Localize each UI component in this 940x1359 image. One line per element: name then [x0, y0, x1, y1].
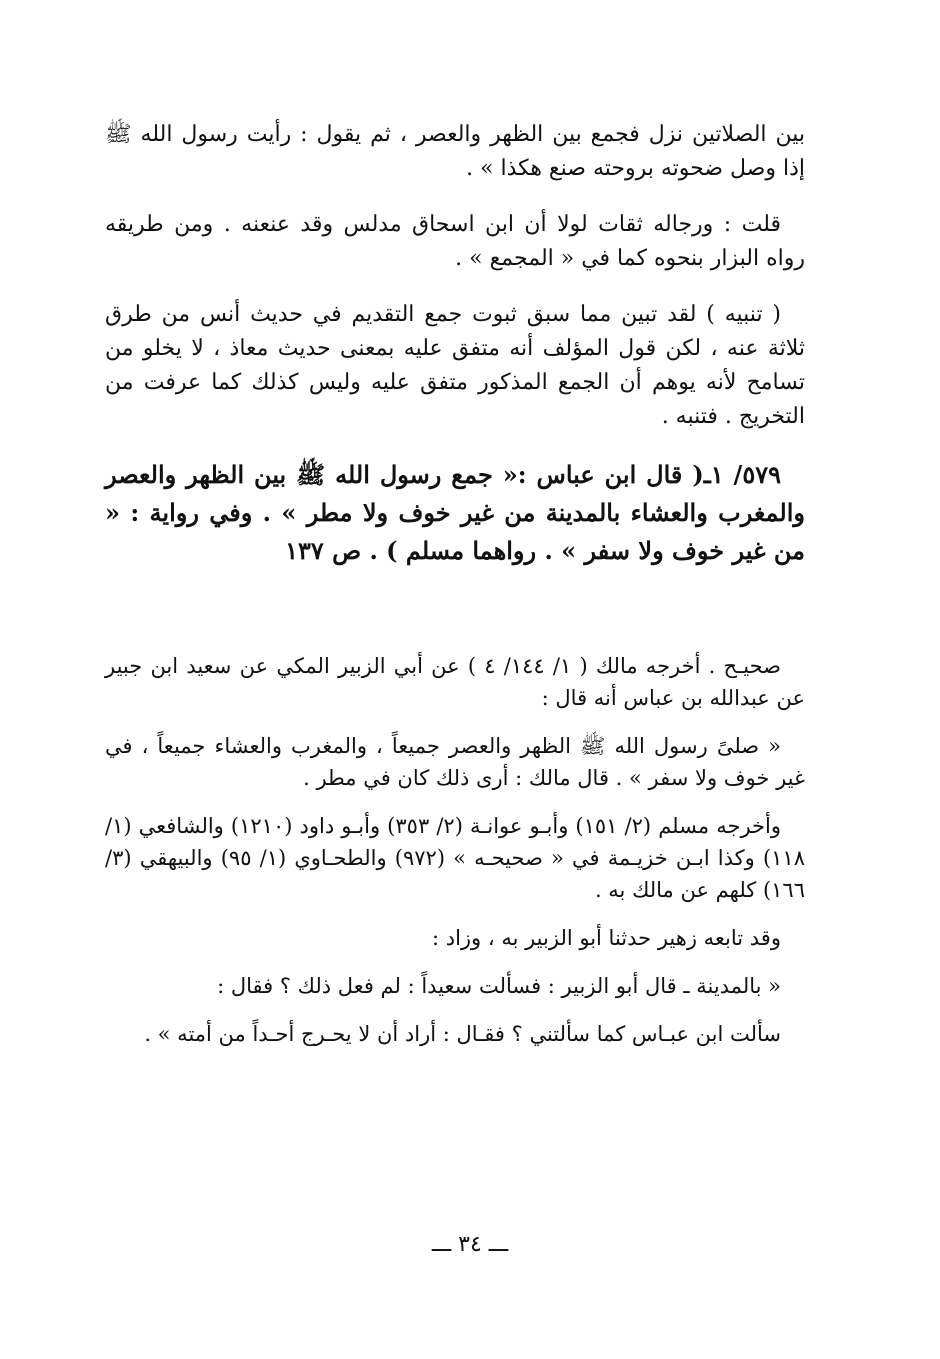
paragraph-sources: وأخرجه مسلم (٢/ ١٥١) وأبـو عوانـة (٢/ ٣٥٣) وأبـو داود (١٢١٠) والشافعي (١/ ١١٨) وكذا ابـن خزيـمة في « صحيحـه » (٩٧٢) والطحـاوي (١/ ٩٥) والبيهقي (٣/ ١٦٦) كلهم عن مالك به .	[105, 814, 805, 902]
paragraph-quote: « صلىً رسول الله ﷺ الظهر والعصر جميعاً ، والمغرب والعشاء جميعاً ، في غير خوف ولا سفر » . قال مالك : أرى ذلك كان في مطر .	[105, 734, 805, 790]
paragraph-addition: « بالمدينة ـ قال أبو الزبير : فسألت سعيداً : لم فعل ذلك ؟ فقال :	[217, 974, 781, 998]
paragraph-grading: صحيـح . أخرجه مالك ( ١/ ١٤٤/ ٤ ) عن أبي الزبير المكي عن سعيد ابن جبير عن عبدالله بن عباس أنه قال :	[105, 654, 805, 710]
paragraph-follow-up: وقد تابعه زهير حدثنا أبو الزبير به ، وزاد :	[431, 926, 781, 950]
page-body	[105, 118, 805, 1050]
paragraph-continuation: بين الصلاتين نزل فجمع بين الظهر والعصر ، ثم يقول : رأيت رسول الله ﷺ إذا وصل ضحوته بروحته صنع هكذا » .	[105, 122, 805, 181]
paragraph-note: ( تنبيه ) لقد تبين مما سبق ثبوت جمع التقديم في حديث أنس من طرق ثلاثة عنه ، لكن قول المؤلف أنه متفق عليه بمعنى حديث معاذ ، لا يخلو من تسامح لأنه يوهم أن الجمع المذكور متفق عليه وليس كذلك كما عرفت من التخريج . فتنبه .	[105, 302, 805, 429]
paragraph-comment: قلت : ورجاله ثقات لولا أن ابن اسحاق مدلس وقد عنعنه . ومن طريقه رواه البزار بنحوه كما في « المجمع » .	[105, 212, 805, 271]
page-number: ـــ ٣٤ ـــ	[431, 1232, 509, 1257]
hadith-heading: ٥٧٩/ ١ـ( قال ابن عباس :« جمع رسول الله ﷺ بين الظهر والعصر والمغرب والعشاء بالمدينة من غير خوف ولا مطر » . وفي رواية : « من غير خوف ولا سفر » . رواهما مسلم ) . ص ١٣٧	[105, 460, 805, 565]
paragraph-closing: سألت ابن عبـاس كما سألتني ؟ فقـال : أراد أن لا يحـرج أحـداً من أمته » .	[144, 1022, 781, 1046]
